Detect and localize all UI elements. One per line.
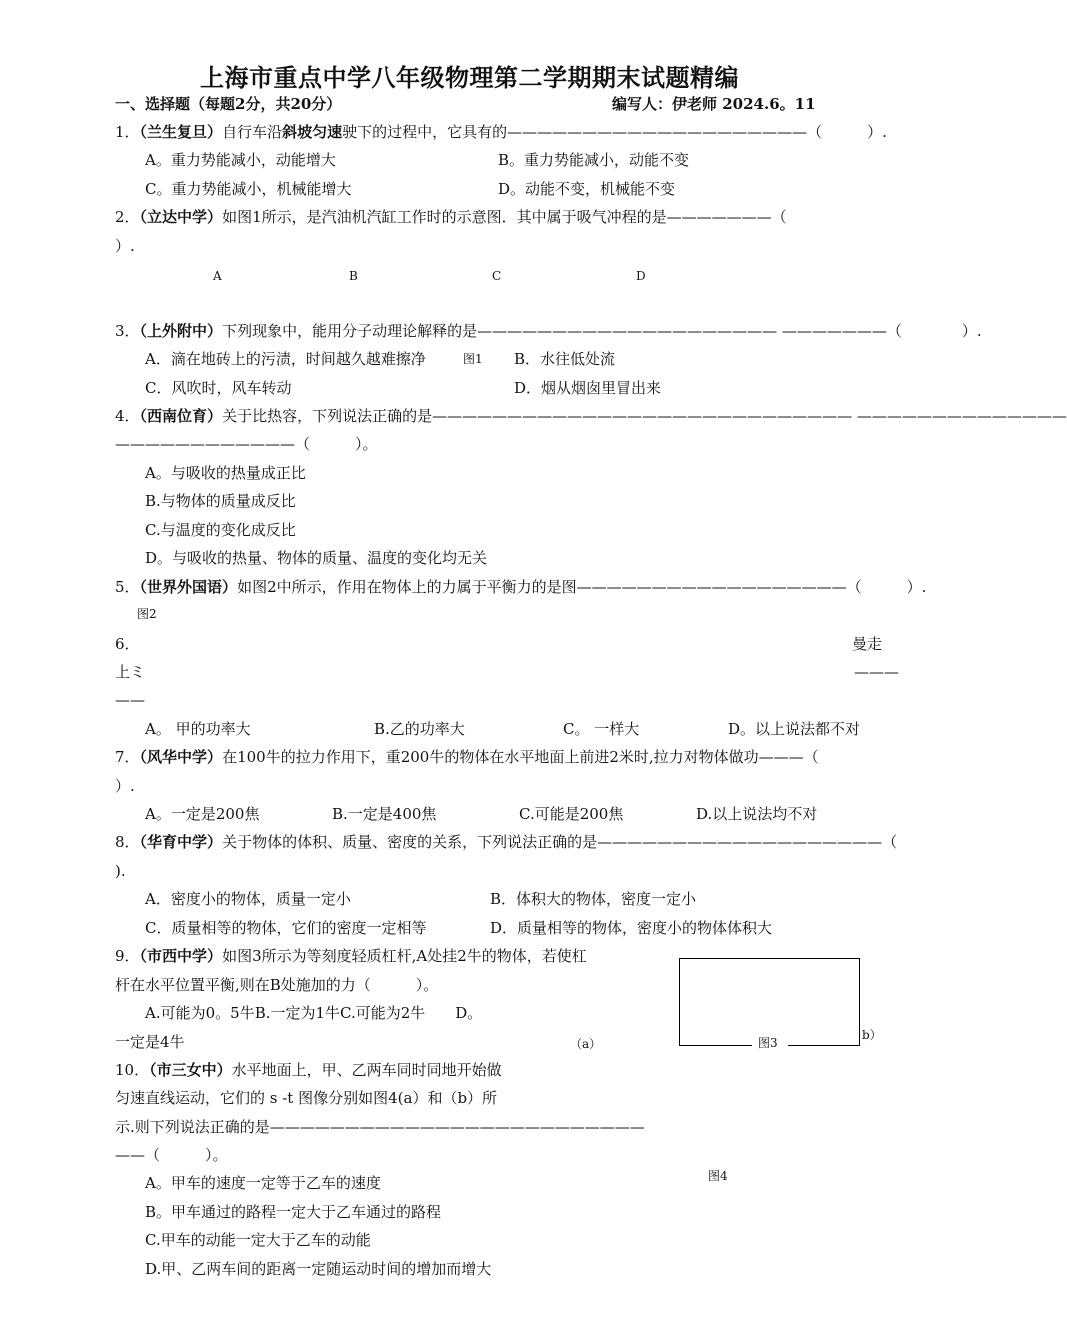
option-b: B。重力势能减小，动能不变	[498, 151, 690, 169]
option-c: C。 一样大	[563, 720, 640, 738]
option-b: B.与物体的质量成反比	[145, 492, 296, 510]
question-text: 自行车沿	[222, 123, 283, 141]
school-tag: （上外附中）	[139, 322, 223, 340]
question-text: 在100牛的拉力作用下，重200牛的物体在水平地面上前进2米时,拉力对物体做功———（	[222, 748, 819, 766]
option-c: C。重力势能减小，机械能增大	[145, 180, 352, 198]
question-number: 2．	[115, 208, 140, 226]
section-heading: 一、选择题（每题2分，共20分）	[115, 95, 342, 113]
figure-caption-3: 图3	[758, 1036, 778, 1050]
option-d: D。以上说法都不对	[728, 720, 861, 738]
question-7	[115, 747, 819, 767]
author-line: 编写人：伊老师 2024.6。11	[612, 95, 816, 113]
question-number: 5．	[115, 578, 140, 596]
school-tag: （市三女中）	[149, 1061, 232, 1079]
question-text: 下列现象中，能用分子动理论解释的是———————————————————— ———————（ ）.	[222, 322, 982, 340]
figure-label-a: （a）	[570, 1037, 602, 1051]
option-c: C．质量相等的物体，它们的密度一定相等	[145, 919, 427, 937]
option-d-cont: 一定是4牛	[115, 1033, 185, 1051]
figure-label-b: B	[349, 269, 358, 283]
question-text: 如图3所示为等刻度轻质杠杆,A处挂2牛的物体，若使杠	[222, 947, 587, 965]
question-text-cont: 示.则下列说法正确的是—————————————————————————	[115, 1118, 645, 1136]
option-d: D。与吸收的热量、物体的质量、温度的变化均无关	[145, 549, 488, 567]
figure-label-c: C	[492, 269, 502, 283]
question-2	[115, 207, 787, 227]
figure-label-b: b）	[862, 1028, 882, 1042]
question-number: 7．	[115, 748, 140, 766]
question-text: 如图2中所示，作用在物体上的力属于平衡力的是图——————————————————（ ）.	[237, 578, 927, 596]
option-a: A。重力势能减小，动能增大	[145, 151, 336, 169]
question-text-cont: ）.	[115, 777, 135, 795]
option-a: A。与吸收的热量成正比	[145, 464, 306, 482]
question-8	[115, 832, 897, 852]
question-text-cont: ）.	[115, 237, 135, 255]
option-d: D.甲、乙两车间的距离一定随运动时间的增加而增大	[145, 1260, 492, 1278]
option-a: A。 甲的功率大	[145, 720, 251, 738]
question-6-fragment: ———	[854, 663, 899, 681]
question-6-fragment: 上ミ	[115, 663, 146, 681]
question-text-cont: ——（ ）。	[115, 1146, 228, 1164]
option-b: B.一定是400焦	[332, 805, 437, 823]
question-5	[115, 577, 926, 597]
option-a: A．密度小的物体，质量一定小	[145, 890, 351, 908]
question-4	[115, 406, 1067, 426]
school-tag: （兰生复旦）	[139, 123, 223, 141]
figure-caption-1: 图1	[463, 352, 483, 366]
question-number: 4．	[115, 407, 140, 425]
option-c: C．风吹时，风车转动	[145, 379, 292, 397]
option-a: A。一定是200焦	[145, 805, 260, 823]
page-title: 上海市重点中学八年级物理第二学期期末试题精编	[200, 63, 739, 92]
question-9	[115, 946, 587, 966]
school-tag: （西南位育）	[139, 407, 223, 425]
option-b: B.乙的功率大	[374, 720, 465, 738]
option-c: C.甲车的动能一定大于乙车的动能	[145, 1231, 371, 1249]
question-text: 驶下的过程中，它具有的————————————————————（ ）.	[342, 123, 887, 141]
option-c: C.可能是200焦	[519, 805, 624, 823]
school-tag: （华育中学）	[139, 833, 223, 851]
option-d: D．质量相等的物体，密度小的物体体积大	[490, 919, 773, 937]
question-text-cont: 匀速直线运动，它们的 s -t 图像分别如图4(a）和（b）所	[115, 1089, 498, 1107]
figure-label-d: D	[636, 269, 646, 283]
school-tag: （世界外国语）	[139, 578, 238, 596]
question-text-cont: ————————————（ ）。	[115, 435, 378, 453]
figure-3-frame	[679, 958, 860, 1046]
question-3	[115, 321, 982, 341]
figure-caption-2: 图2	[137, 607, 157, 621]
question-number: 1．	[115, 123, 140, 141]
question-text: 水平地面上，甲、乙两车同时同地开始做	[231, 1061, 502, 1079]
question-number: 10．	[115, 1061, 150, 1079]
question-text: 关于物体的体积、质量、密度的关系，下列说法正确的是———————————————————（	[222, 833, 898, 851]
option-a: A。甲车的速度一定等于乙车的速度	[145, 1174, 381, 1192]
figure-caption-4: 图4	[708, 1169, 728, 1183]
question-number: 9．	[115, 947, 140, 965]
option-c: C.与温度的变化成反比	[145, 521, 296, 539]
question-1	[115, 122, 887, 142]
option-a: A．滴在地砖上的污渍，时间越久越难擦净	[145, 350, 426, 368]
question-text-cont: 杆在水平位置平衡,则在B处施加的力（ ）。	[115, 976, 439, 994]
question-text: 关于比热容，下列说法正确的是———————————————————————————— ——————————————	[222, 407, 1067, 425]
question-text: 如图1所示，是汽油机汽缸工作时的示意图．其中属于吸气冲程的是———————（	[222, 208, 787, 226]
school-tag: （立达中学）	[139, 208, 223, 226]
figure-label-a: A	[213, 269, 222, 283]
school-tag: （市西中学）	[139, 947, 223, 965]
option-b: B．水往低处流	[514, 350, 616, 368]
question-6-number: 6．	[115, 635, 140, 653]
question-6-fragment: ——	[115, 691, 145, 709]
options-line: A.可能为0。5牛B.一定为1牛C.可能为2牛 D。	[145, 1004, 483, 1022]
question-number: 8．	[115, 833, 140, 851]
option-d: D.以上说法均不对	[696, 805, 818, 823]
option-b: B。甲车通过的路程一定大于乙车通过的路程	[145, 1203, 442, 1221]
option-d: D。动能不变，机械能不变	[498, 180, 676, 198]
question-6-fragment: 曼走	[852, 635, 883, 653]
question-10	[115, 1060, 502, 1080]
option-d: D．烟从烟囱里冒出来	[514, 379, 662, 397]
school-tag: （风华中学）	[139, 748, 223, 766]
question-text-bold: 斜坡匀速	[282, 123, 343, 141]
question-text-cont: ).	[115, 862, 126, 880]
option-b: B．体积大的物体，密度一定小	[490, 890, 697, 908]
question-number: 3．	[115, 322, 140, 340]
